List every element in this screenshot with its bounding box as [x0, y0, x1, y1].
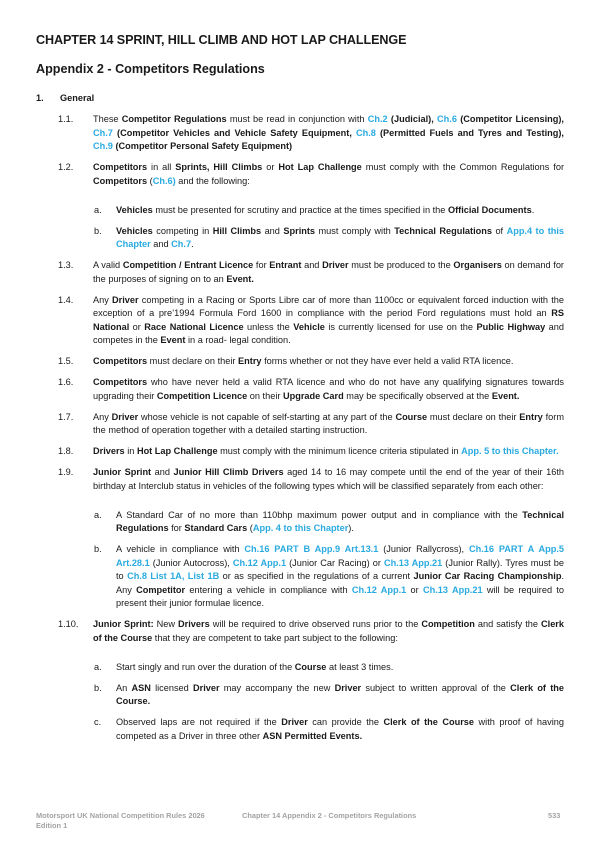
text-run: may accompany the new [219, 682, 335, 693]
text-run: at least 3 times. [326, 661, 394, 672]
text-run: for [253, 260, 270, 270]
text-run: entering a vehicle in compliance with [185, 584, 352, 595]
footer-publication [36, 811, 205, 831]
text-run: . [191, 239, 194, 249]
defined-term: Junior Sprint: [93, 619, 154, 629]
regulation-subitem [36, 716, 564, 743]
defined-term: ASN [131, 682, 151, 693]
text-run: or [129, 321, 145, 332]
defined-term: Entry [519, 411, 543, 422]
section-number: 1. [36, 93, 44, 103]
cross-reference-link[interactable]: Ch.9 [93, 141, 113, 151]
defined-term: Standard Cars [184, 523, 248, 533]
subitem-letter: c. [94, 717, 102, 727]
text-run: will be required to drive observed runs prior to the [209, 619, 422, 629]
regulation-item [36, 445, 564, 459]
text-run: must comply with the Common Regulations for [361, 162, 565, 172]
subitem-letter: b. [94, 225, 102, 236]
defined-term: Course [395, 411, 428, 422]
defined-term: (Competitor Vehicles and Vehicle Safety Equipment, [112, 127, 356, 138]
defined-term: (Competitor Licensing), [456, 114, 564, 124]
text-run: in all [147, 162, 176, 172]
regulation-subitem [36, 661, 564, 675]
text-run: and the following: [175, 175, 250, 186]
text-run: on their [247, 390, 283, 401]
regulation-item [36, 294, 564, 348]
defined-term: Competitors [93, 162, 148, 172]
defined-term: Driver [334, 682, 362, 693]
text-run: Any [93, 411, 112, 422]
text-run: and [151, 467, 174, 477]
defined-term: Driver [281, 717, 308, 727]
text-run: form the method of operation together with a detailed starting instruction. [93, 411, 564, 435]
text-run: A valid [93, 260, 123, 270]
defined-term: Vehicles [116, 225, 153, 236]
section-heading [36, 93, 94, 103]
text-run: aged 14 to 16 may compete until the end of the year of their 16th birthday at Interclub status in vehicles of the following types which will be classified separately from each other: [93, 467, 565, 491]
defined-term: Vehicle [293, 321, 325, 332]
defined-term: Drivers [178, 619, 210, 629]
cross-reference-link[interactable]: Ch.7 [171, 239, 192, 249]
item-number: 1.4. [58, 294, 74, 305]
cross-reference-link[interactable]: Ch.12 App.1 [351, 584, 407, 595]
defined-term: Driver [111, 411, 139, 422]
regulation-subitem [36, 225, 564, 252]
spacer [36, 196, 564, 204]
footer-rulebook-name: Motorsport UK National Competition Rules 2026 [36, 811, 205, 820]
regulation-item [36, 466, 564, 493]
defined-term: Entry [238, 356, 262, 366]
defined-term: Competitors [93, 175, 148, 186]
cross-reference-link[interactable]: Ch.8 List 1A, List 1B [127, 571, 220, 581]
text-run: ( [147, 175, 153, 186]
regulation-subitem [36, 204, 564, 218]
text-run: may be specifically observed at the [343, 390, 492, 401]
defined-term: (Permitted Fuels and Tyres and Testing), [375, 127, 564, 138]
defined-term: Vehicles [116, 204, 153, 215]
defined-term: RS National [93, 308, 564, 332]
defined-term: Competitors [93, 377, 148, 387]
cross-reference-link[interactable]: Ch.16 PART A App.5 Art.28.1 [116, 544, 564, 568]
defined-term: Driver [322, 260, 349, 270]
regulations-body [36, 113, 564, 751]
cross-reference-link[interactable]: Ch.6 [437, 114, 457, 124]
text-run: must comply with the minimum licence criteria stipulated in [217, 446, 462, 456]
text-run: can provide the [307, 717, 384, 727]
defined-term: Competitor Regulations [121, 114, 227, 124]
text-run: forms whether or not they have ever held a valid RTA licence. [261, 356, 514, 366]
text-run: . Any [116, 571, 565, 595]
cross-reference-link[interactable]: Ch.13 App.21 [383, 557, 443, 568]
section-title: General [60, 93, 95, 103]
text-run: for [168, 523, 185, 533]
text-run: of [491, 225, 507, 236]
cross-reference-link[interactable]: Ch.2 [367, 114, 388, 124]
regulation-item [36, 161, 564, 188]
text-run: These [93, 114, 122, 124]
text-run: whose vehicle is not capable of self-starting at any part of the [138, 411, 396, 422]
text-run: is currently licensed for use on the [324, 321, 477, 332]
page-number: 533 [548, 811, 561, 820]
item-number: 1.8. [58, 446, 74, 456]
defined-term: Driver [112, 294, 139, 305]
defined-term: Competitors [93, 356, 148, 366]
text-run: licensed [150, 682, 193, 693]
item-number: 1.5. [58, 356, 74, 366]
footer-chapter: Chapter 14 Appendix 2 - Competitors Regulations [242, 811, 417, 820]
defined-term: Hot Lap Challenge [278, 162, 362, 172]
defined-term: Competitor [136, 584, 186, 595]
text-run: must declare on their [427, 411, 520, 422]
defined-term: Clerk of the Course. [116, 682, 564, 706]
defined-term: Course [294, 661, 327, 672]
defined-term: Junior Car Racing Championship [413, 571, 562, 581]
text-run: competing in [152, 225, 213, 236]
text-run: on demand for the purposes of signing on to an [93, 260, 564, 284]
cross-reference-link[interactable]: App. 5 to this Chapter. [461, 446, 559, 456]
text-run: and [301, 260, 323, 270]
cross-reference-link[interactable]: App.4 to this Chapter [116, 225, 565, 249]
defined-term: Competition [421, 619, 475, 629]
cross-reference-link[interactable]: Ch.6) [152, 175, 176, 186]
text-run: . [531, 204, 535, 215]
defined-term: Organisers [453, 260, 502, 270]
text-run: ( [247, 523, 253, 533]
defined-term: Event [160, 335, 186, 345]
cross-reference-link[interactable]: Ch.16 PART B App.9 Art.13.1 [244, 544, 379, 554]
item-number: 1.3. [58, 260, 74, 270]
text-run: that they are competent to take part subject to the following: [152, 632, 398, 643]
text-run: competing in a Racing or Sports Libre car of more than 1100cc or equivalent forced induction with the exception of a pre’1994 Formula Ford 1600 in compliance with the period Ford regulations must hold an [93, 294, 564, 318]
text-run: New [153, 619, 179, 629]
defined-term: Clerk of the Course [383, 717, 475, 727]
defined-term: Public Highway [476, 321, 546, 332]
text-run: and [261, 225, 284, 236]
defined-term: Sprints, Hill Climbs [175, 162, 263, 172]
text-run: and competes in the [93, 321, 564, 345]
appendix-title: Appendix 2 - Competitors Regulations [36, 62, 265, 76]
defined-term: Race National Licence [144, 321, 244, 332]
text-run: must comply with [315, 225, 395, 236]
text-run: must be produced to the [348, 260, 454, 270]
text-run: Observed laps are not required if the [116, 717, 282, 727]
subitem-letter: a. [94, 204, 102, 215]
text-run: and [150, 239, 172, 249]
text-run: (Junior Autocross), [149, 557, 233, 568]
text-run: A Standard Car of no more than 110bhp maximum power output and in compliance with the [116, 509, 523, 520]
defined-term: Official Documents [447, 204, 532, 215]
defined-term: Technical Regulations [394, 225, 492, 236]
text-run: ). [348, 523, 354, 533]
item-number: 1.10. [58, 619, 79, 629]
subitem-letter: a. [94, 661, 102, 672]
regulation-item [36, 113, 564, 154]
regulation-subitem [36, 543, 564, 611]
subitem-letter: a. [94, 509, 102, 520]
cross-reference-link[interactable]: App. 4 to this Chapter [252, 523, 349, 533]
defined-term: Sprints [283, 225, 316, 236]
text-run: Any [93, 294, 113, 305]
text-run: (Junior Car Racing) or [286, 557, 384, 568]
text-run: (Junior Rallycross), [378, 544, 469, 554]
defined-term: Technical Regulations [116, 509, 564, 533]
regulation-item [36, 259, 564, 286]
cross-reference-link[interactable]: Ch.12 App.1 [232, 557, 287, 568]
defined-term: Drivers [93, 446, 125, 456]
regulation-item [36, 618, 564, 645]
regulation-subitem [36, 682, 564, 709]
item-number: 1.2. [58, 162, 74, 172]
item-number: 1.7. [58, 411, 74, 422]
defined-term: Driver [193, 682, 220, 693]
footer-edition: Edition 1 [36, 821, 68, 830]
defined-term: Hot Lap Challenge [136, 446, 218, 456]
defined-term: (Judicial), [387, 114, 438, 124]
text-run: with proof of having competed as a Driver in three other [116, 717, 564, 741]
subitem-letter: b. [94, 682, 102, 693]
regulation-item [36, 411, 564, 438]
item-number: 1.6. [58, 377, 74, 387]
text-run: A vehicle in compliance with [116, 544, 245, 554]
defined-term: Entrant [269, 260, 302, 270]
defined-term: Competition Licence [156, 390, 248, 401]
text-run: or [406, 584, 423, 595]
text-run: (Junior Rally). Tyres must be to [116, 557, 564, 581]
text-run: and satisfy the [474, 619, 541, 629]
defined-term: Junior Hill Climb Drivers [173, 467, 284, 477]
subitem-letter: b. [94, 544, 102, 554]
text-run: in [124, 446, 137, 456]
spacer [36, 501, 564, 509]
text-run: or as specified in the regulations of a current [219, 571, 414, 581]
defined-term: (Competitor Personal Safety Equipment) [112, 141, 293, 151]
spacer [36, 653, 564, 661]
cross-reference-link[interactable]: Ch.8 [355, 127, 376, 138]
defined-term: Hill Climbs [212, 225, 262, 236]
defined-term: Event. [491, 390, 520, 401]
regulation-item [36, 376, 564, 403]
regulation-subitem [36, 509, 564, 536]
defined-term: Upgrade Card [282, 390, 344, 401]
defined-term: ASN Permitted Events. [262, 730, 363, 741]
item-number: 1.9. [58, 467, 74, 477]
text-run: must declare on their [147, 356, 239, 366]
text-run: An [116, 682, 132, 693]
text-run: in a road- legal condition. [185, 335, 291, 345]
text-run: Start singly and run over the duration of the [116, 661, 295, 672]
cross-reference-link[interactable]: Ch.13 App.21 [423, 584, 483, 595]
regulation-item [36, 355, 564, 369]
defined-term: Competition / Entrant Licence [122, 260, 254, 270]
text-run: must be read in conjunction with [226, 114, 368, 124]
text-run: or [262, 162, 279, 172]
cross-reference-link[interactable]: Ch.7 [93, 127, 113, 138]
chapter-title: CHAPTER 14 SPRINT, HILL CLIMB AND HOT LAP CHALLENGE [36, 33, 407, 47]
text-run: unless the [243, 321, 294, 332]
defined-term: Clerk of the Course [93, 619, 564, 643]
text-run: must be presented for scrutiny and practice at the times specified in the [152, 204, 448, 215]
text-run: will be required to present their junior formulae licence. [116, 584, 564, 608]
text-run: who have never held a valid RTA licence and who do not have any qualifying signatures towards upgrading their [93, 377, 564, 401]
item-number: 1.1. [58, 114, 74, 124]
text-run: subject to written approval of the [361, 682, 511, 693]
defined-term: Event. [226, 273, 254, 284]
defined-term: Junior Sprint [93, 467, 152, 477]
